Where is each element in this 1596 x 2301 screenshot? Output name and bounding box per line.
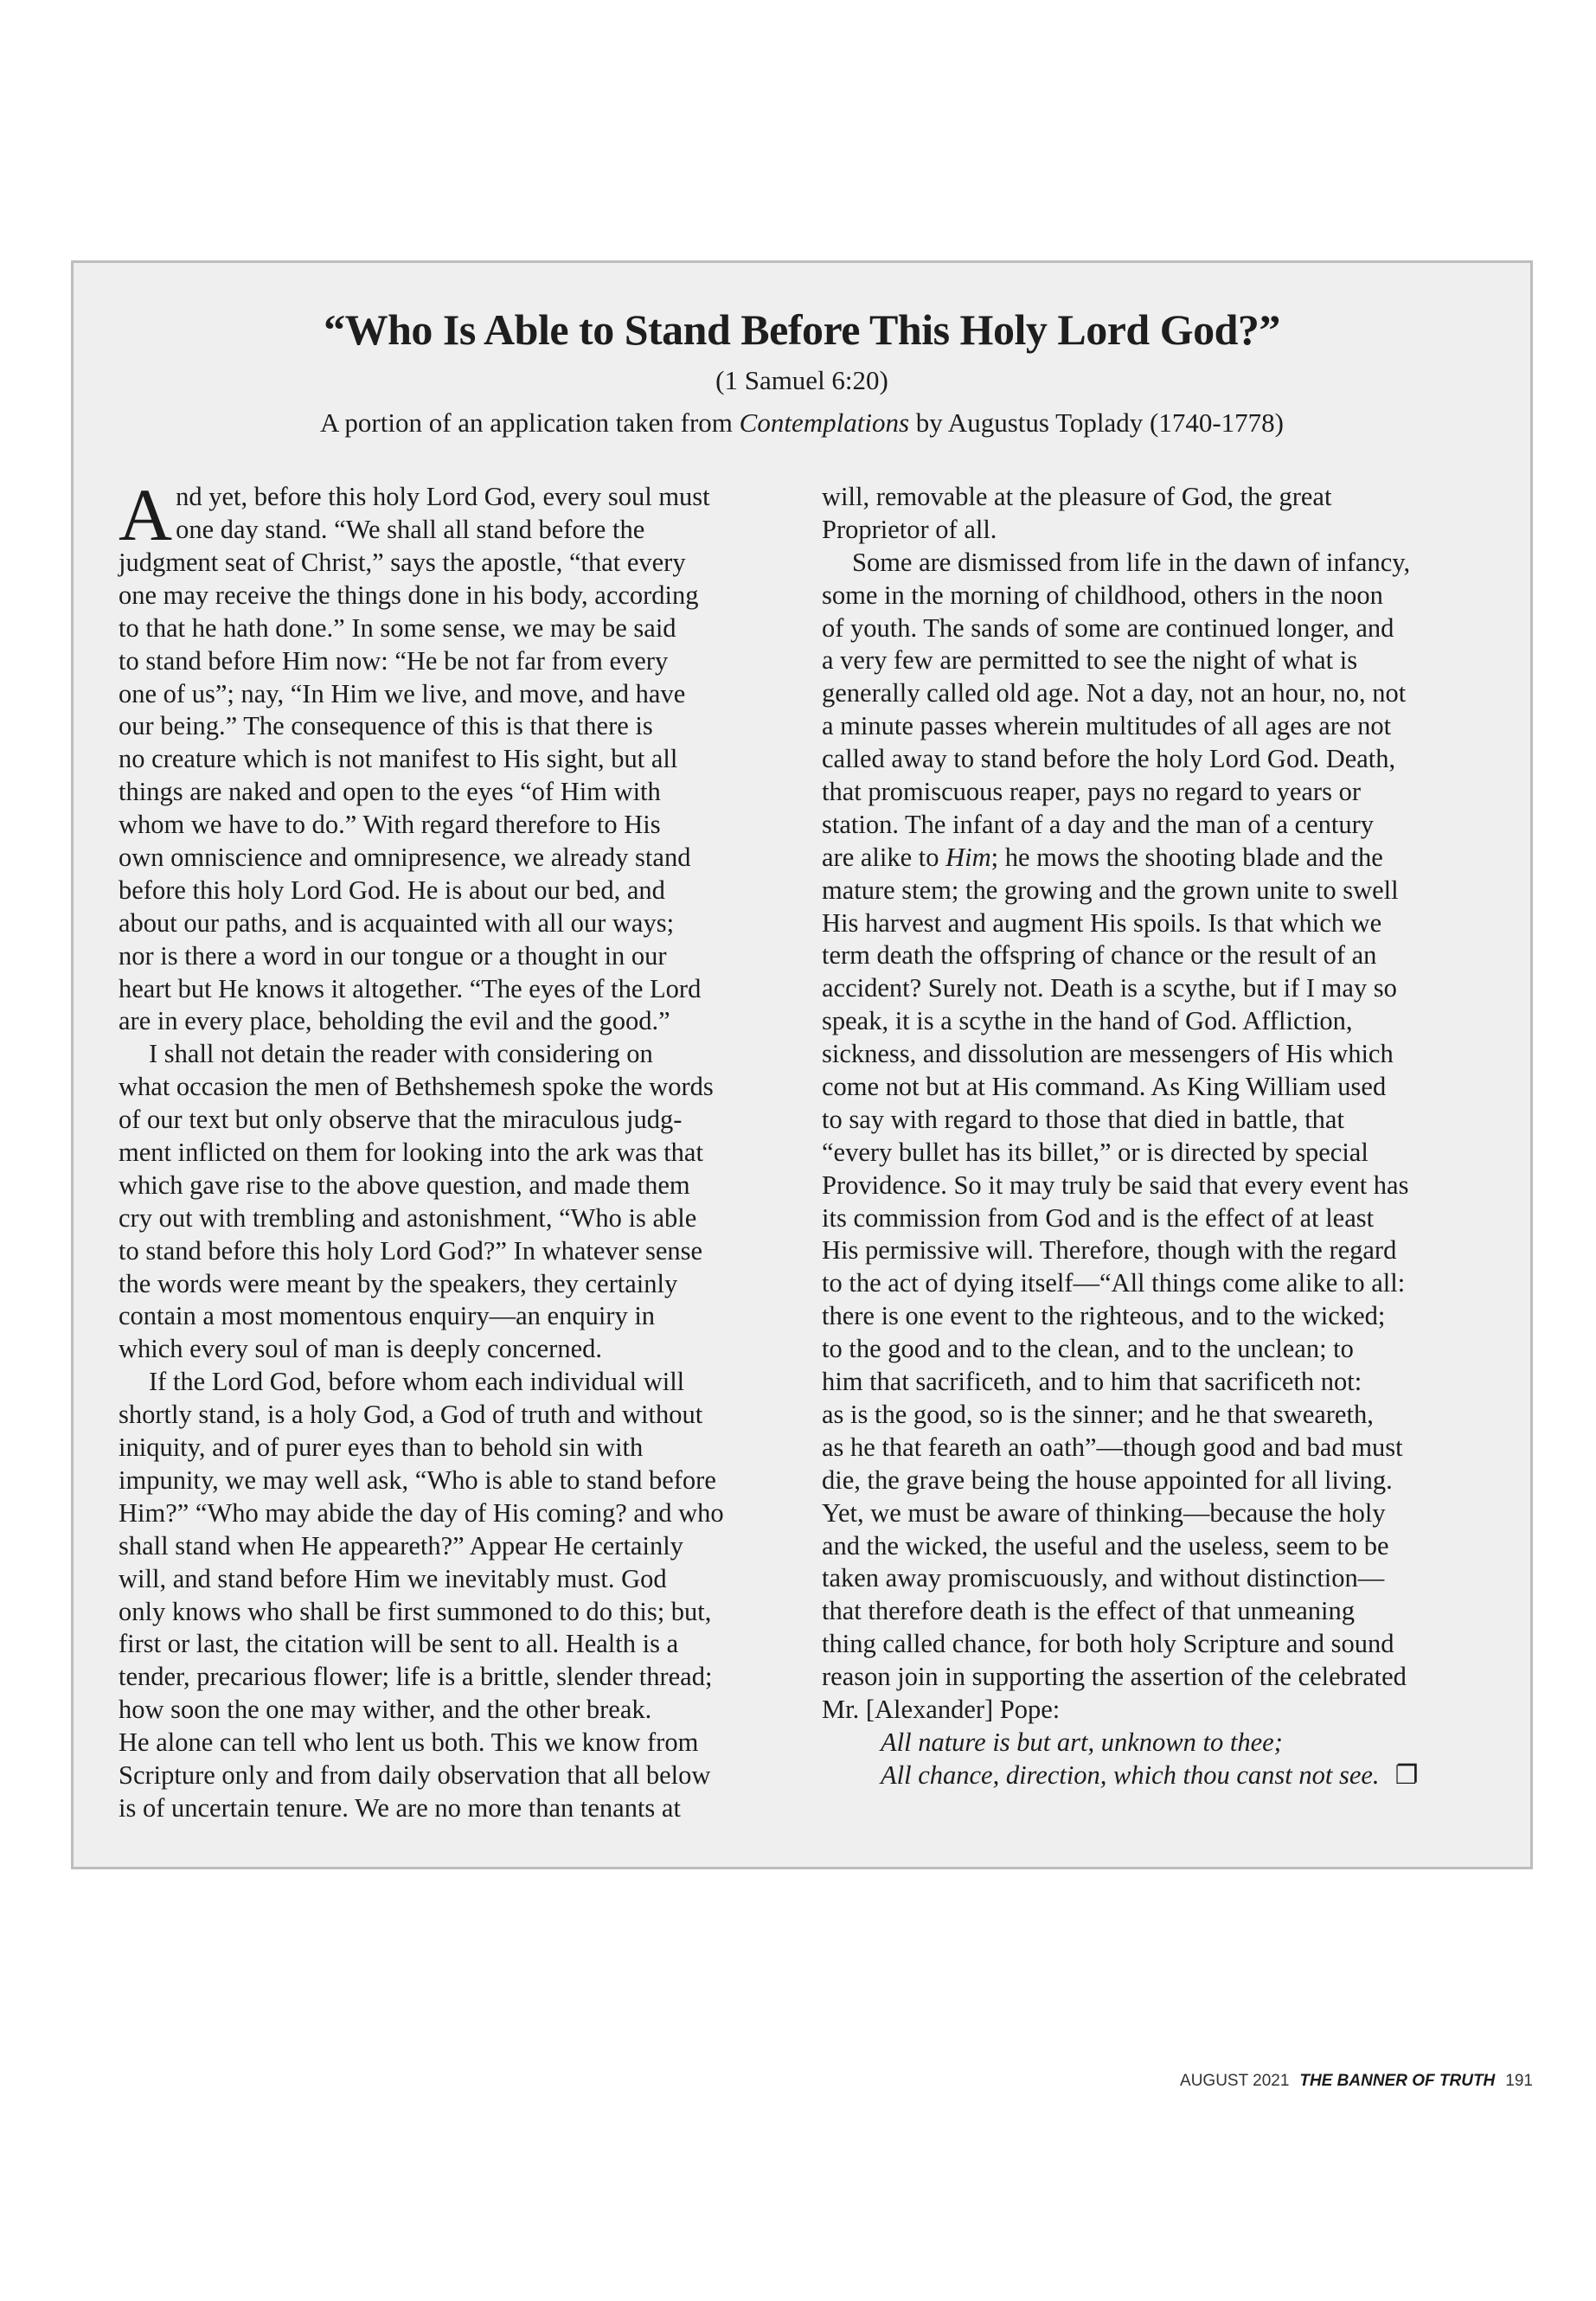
page-number: 191 — [1505, 2072, 1533, 2090]
article-source — [74, 407, 1530, 439]
text-line: Him?” “Who may abide the day of His coming? and who — [119, 1497, 724, 1528]
source-suffix: by Augustus Toplady (1740-1778) — [909, 407, 1284, 438]
text-line: there is one event to the righteous, and to the wicked; — [822, 1301, 1386, 1331]
text-line: He alone can tell who lent us both. This we know from — [119, 1727, 699, 1758]
issue-date: AUGUST 2021 — [1180, 2072, 1290, 2090]
text-line: judgment seat of Christ,” says the apostle, “that every — [119, 548, 686, 577]
text-line: accident? Surely not. Death is a scythe, but if I may so — [822, 973, 1397, 1003]
text-line: Providence. So it may truly be said that every event has — [822, 1170, 1409, 1200]
scripture-reference: (1 Samuel 6:20) — [715, 365, 888, 395]
text-line: are alike to Him; he mows the shooting blade and the — [822, 842, 1383, 872]
drop-cap: A — [119, 473, 173, 556]
paragraph-start-line: Some are dismissed from life in the dawn of infancy, — [852, 547, 1411, 577]
text-line: Scripture only and from daily observation that all below — [119, 1759, 711, 1790]
end-mark-icon: ❐ — [1394, 1760, 1419, 1790]
text-line: nd yet, before this holy Lord God, every soul must — [176, 482, 710, 511]
paragraph-start-line: If the Lord God, before whom each individual will — [149, 1367, 685, 1397]
text-line: only knows who shall be first summoned to do this; but, — [119, 1596, 712, 1626]
text-line: Proprietor of all. — [822, 514, 997, 544]
right-column — [822, 481, 1514, 1792]
text-line: one may receive the things done in his body, according — [119, 580, 699, 610]
text-line: before this holy Lord God. He is about our bed, and — [119, 875, 665, 905]
text-line: are in every place, beholding the evil and the good.” — [119, 1006, 670, 1036]
text-line: generally called old age. Not a day, not an hour, no, not — [822, 678, 1407, 708]
text-line: which every soul of man is deeply concerned. — [119, 1334, 602, 1364]
text-line: Yet, we must be aware of thinking—because the holy — [822, 1497, 1386, 1528]
text-line: tender, precarious flower; life is a brittle, slender thread; — [119, 1662, 713, 1692]
text-line: reason join in supporting the assertion of the celebrated — [822, 1662, 1407, 1692]
text-line: whom we have to do.” With regard therefore to His — [119, 810, 661, 840]
text-line: to that he hath done.” In some sense, we may be said — [119, 612, 676, 643]
text-line: about our paths, and is acquainted with all our ways; — [119, 907, 675, 938]
text-line: iniquity, and of purer eyes than to behold sin with — [119, 1433, 644, 1463]
text-line: of our text but only observe that the miraculous judg- — [119, 1105, 683, 1135]
paragraph-start-line: I shall not detain the reader with considering on — [149, 1039, 653, 1069]
left-column — [119, 473, 802, 1825]
page-footer — [1180, 2072, 1533, 2091]
text-line: shortly stand, is a holy God, a God of truth and without — [119, 1400, 703, 1430]
verse-line — [822, 1759, 1514, 1792]
text-line: thing called chance, for both holy Scripture and sound — [822, 1629, 1394, 1659]
text-line: one day stand. “We shall all stand before the — [176, 514, 645, 544]
text-line: the words were meant by the speakers, they certainly — [119, 1268, 678, 1298]
text-line: a very few are permitted to see the night of what is — [822, 645, 1358, 676]
text-line: to stand before Him now: “He be not far from every — [119, 645, 669, 676]
text-line: to the good and to the clean, and to the unclean; to — [822, 1334, 1354, 1364]
text-line: a minute passes wherein multitudes of all ages are not — [822, 711, 1392, 741]
text-line: as is the good, so is the sinner; and he that sweareth, — [822, 1399, 1374, 1429]
text-line: His harvest and augment His spoils. Is that which we — [822, 907, 1382, 938]
text-line: things are naked and open to the eyes “of Him with — [119, 777, 661, 807]
text-line: shall stand when He appeareth?” Appear He certainly — [119, 1530, 683, 1561]
text-line: to the act of dying itself—“All things come alike to all: — [822, 1268, 1406, 1298]
text-line: heart but He knows it altogether. “The eyes of the Lord — [119, 973, 702, 1003]
text-line: own omniscience and omnipresence, we already stand — [119, 843, 691, 873]
text-line: nor is there a word in our tongue or a thought in our — [119, 940, 667, 971]
text-line: some in the morning of childhood, others in the noon — [822, 580, 1383, 610]
text-line: His permissive will. Therefore, though with the regard — [822, 1235, 1397, 1266]
text-line: of youth. The sands of some are continued longer, and — [822, 612, 1394, 643]
text-line: speak, it is a scythe in the hand of God. Affliction, — [822, 1006, 1353, 1036]
text-line: term death the offspring of chance or the result of an — [822, 940, 1377, 971]
text-line: Mr. [Alexander] Pope: — [822, 1694, 1061, 1724]
text-line: how soon the one may wither, and the other break. — [119, 1695, 652, 1725]
text-line: him that sacrificeth, and to him that sacrificeth not: — [822, 1367, 1362, 1397]
text-line: die, the grave being the house appointed for all living. — [822, 1465, 1393, 1495]
text-line: impunity, we may well ask, “Who is able to stand before — [119, 1465, 716, 1495]
text-line: which gave rise to the above question, and made them — [119, 1170, 690, 1200]
text-line: that promiscuous reaper, pays no regard to years or — [822, 777, 1361, 807]
verse-line: All nature is but art, unknown to thee; — [881, 1727, 1283, 1757]
text-line: “every bullet has its billet,” or is directed by special — [822, 1137, 1368, 1167]
article-box — [71, 260, 1533, 1869]
article-title: “Who Is Able to Stand Before This Holy Lord God?” — [324, 305, 1280, 354]
text-line: no creature which is not manifest to His sight, but all — [119, 744, 678, 774]
text-line: taken away promiscuously, and without distinction— — [822, 1563, 1385, 1593]
source-work-title: Contemplations — [739, 407, 910, 438]
text-line: first or last, the citation will be sent to all. Health is a — [119, 1629, 679, 1659]
publication-name: THE BANNER OF TRUTH — [1299, 2072, 1496, 2090]
text-line: is of uncertain tenure. We are no more than tenants at — [119, 1792, 681, 1823]
text-line: station. The infant of a day and the man of a century — [822, 809, 1375, 839]
text-line: sickness, and dissolution are messengers of His which — [822, 1039, 1394, 1069]
text-line: contain a most momentous enquiry—an enquiry in — [119, 1301, 656, 1331]
text-line: ment inflicted on them for looking into the ark was that — [119, 1138, 703, 1168]
text-line: come not but at His command. As King William used — [822, 1072, 1387, 1102]
text-line: its commission from God and is the effect of at least — [822, 1202, 1375, 1233]
text-line: and the wicked, the useful and the useless, seem to be — [822, 1530, 1389, 1561]
text-line: will, and stand before Him we inevitably must. God — [119, 1563, 667, 1593]
text-line: to stand before this holy Lord God?” In whatever sense — [119, 1235, 703, 1266]
text-line: will, removable at the pleasure of God, the great — [822, 482, 1332, 511]
text-line: one of us”; nay, “In Him we live, and move, and have — [119, 678, 686, 708]
text-line: what occasion the men of Bethshemesh spoke the words — [119, 1072, 714, 1102]
text-line: mature stem; the growing and the grown unite to swell — [822, 875, 1399, 905]
verse-line-text: All chance, direction, which thou canst not see. — [881, 1759, 1380, 1790]
source-prefix: A portion of an application taken from — [319, 407, 740, 438]
text-line: cry out with trembling and astonishment, “Who is able — [119, 1202, 697, 1233]
text-line: that therefore death is the effect of that unmeaning — [822, 1596, 1355, 1626]
text-line: to say with regard to those that died in battle, that — [822, 1104, 1344, 1134]
text-line: called away to stand before the holy Lord God. Death, — [822, 744, 1396, 774]
text-line: our being.” The consequence of this is that there is — [119, 711, 653, 741]
text-line: as he that feareth an oath”—though good and bad must — [822, 1432, 1403, 1462]
